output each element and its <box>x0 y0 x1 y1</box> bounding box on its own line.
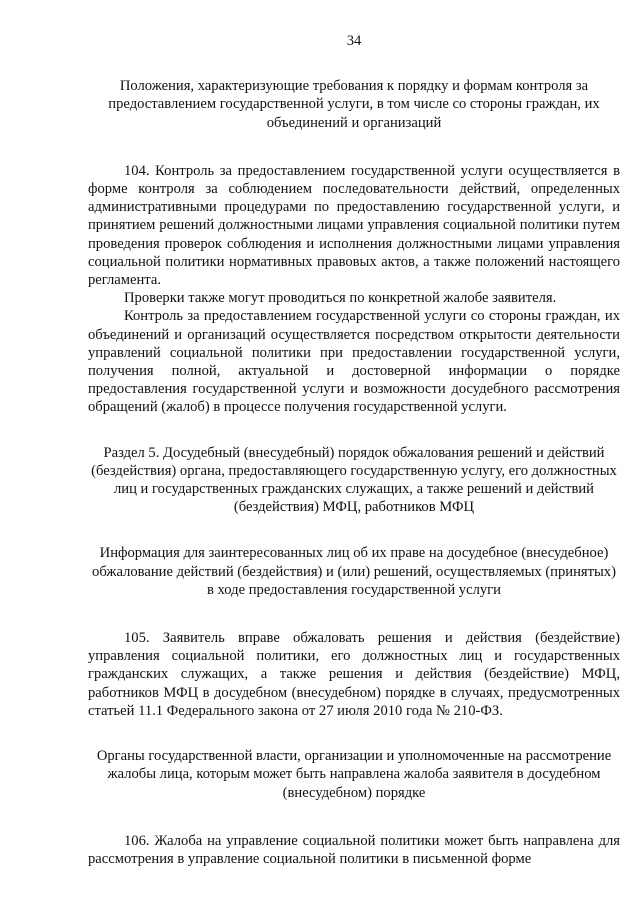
paragraph-104-inspections: Проверки также могут проводиться по конкретной жалобе заявителя. <box>124 290 557 307</box>
paragraph-104: 104. Контроль за предоставлением государственной услуги осуществляется в форме контроля за соблюдением последовательности действий, определенных административными процедурами по предоставлению государственной услуги, и принятием решений должностными лицами управления социальной политики путем проведения проверок соблюдения и исполнения должностными лицами управления социальной политики нормативных правовых актов, а также положений настоящего регламента. <box>88 162 620 289</box>
paragraph-105: 105. Заявитель вправе обжаловать решения и действия (бездействие) управления социальной политики, его должностных лиц и государственных гражданских служащих, а также решения и действия (бездействие) МФЦ, работников МФЦ в досудебном (внесудебном) порядке в случаях, предусмотренных статьей 11.1 Федерального закона от 27 июля 2010 года № 210-ФЗ. <box>88 630 620 719</box>
paragraph-104-public-control: Контроль за предоставлением государственной услуги со стороны граждан, их объединений и организаций осуществляется посредством открытости деятельности управлений социальной политики при предоставлении государственной услуги, получения полной, актуальной и достоверной информации о порядке предоставления государственной услуги и возможности досудебного рассмотрения обращений (жалоб) в процессе получения государственной услуги. <box>88 308 620 416</box>
heading-appeal-information: Информация для заинтересованных лиц об их праве на досудебное (внесудебное) обжалование действий (бездействия) и (или) решений, осуществляемых (принятых) в ходе предоставления государственной услуги <box>92 545 616 598</box>
heading-control-requirements: Положения, характеризующие требования к порядку и формам контроля за предоставлением государственной услуги, в том числе со стороны граждан, их объединений и организаций <box>108 78 600 131</box>
heading-complaint-bodies: Органы государственной власти, организации и уполномоченные на рассмотрение жалобы лица, которым может быть направлена жалоба заявителя в досудебном (внесудебном) порядке <box>96 748 612 801</box>
paragraph-106: 106. Жалоба на управление социальной политики может быть направлена для рассмотрения в управление социальной политики в письменной форме <box>88 832 620 867</box>
section-5-heading: Раздел 5. Досудебный (внесудебный) порядок обжалования решений и действий (бездействия) органа, предоставляющего государственную услугу, его должностных лиц и государственных гражданских служащих, а также решений и действий (бездействия) МФЦ, работников МФЦ <box>91 444 617 516</box>
page-number: 34 <box>346 33 362 49</box>
document-page <box>88 32 620 868</box>
